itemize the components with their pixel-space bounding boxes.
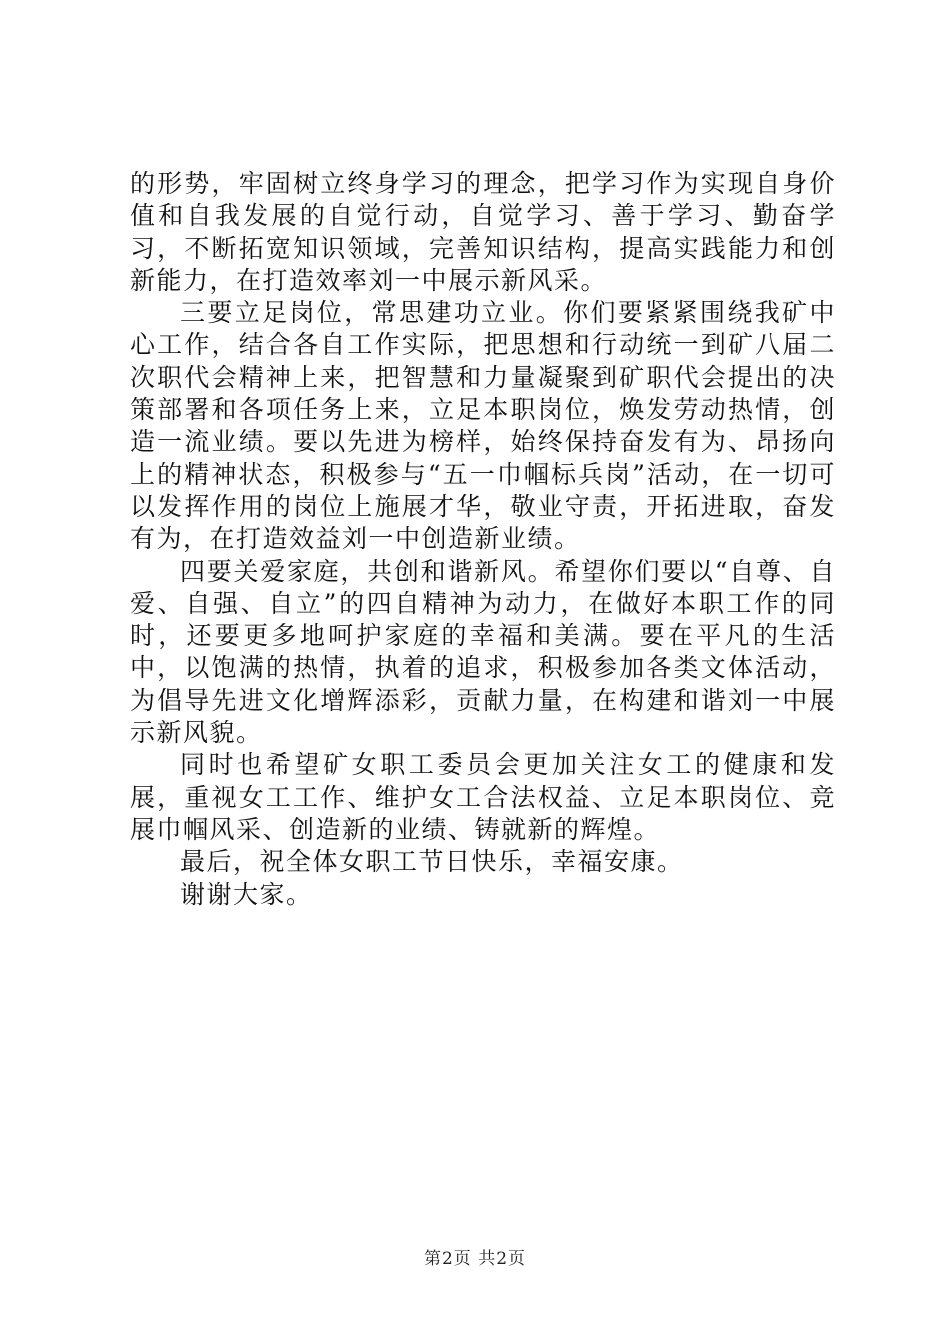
document-body <box>130 168 836 911</box>
paragraph-hope: 同时也希望矿女职工委员会更加关注女工的健康和发展，重视女工工作、维护女工合法权益、立足本职岗位、竞展巾帼风采、创造新的业绩、铸就新的辉煌。 <box>130 750 836 844</box>
paragraph-fourth-point: 四要关爱家庭，共创和谐新风。希望你们要以“自尊、自爱、自强、自立”的四自精神为动力，在做好本职工作的同时，还要更多地呵护家庭的幸福和美满。要在平凡的生活中，以饱满的热情，执着的追求，积极参加各类文体活动，为倡导先进文化增辉添彩，贡献力量，在构建和谐刘一中展示新风貌。 <box>130 556 836 748</box>
paragraph-third-point: 三要立足岗位，常思建功立业。你们要紧紧围绕我矿中心工作，结合各自工作实际，把思想和行动统一到矿八届二次职代会精神上来，把智慧和力量凝聚到矿职代会提出的决策部署和各项任务上来，立足本职岗位，焕发劳动热情，创造一流业绩。要以先进为榜样，始终保持奋发有为、昂扬向上的精神状态，积极参与“五一巾帼标兵岗”活动，在一切可以发挥作用的岗位上施展才华，敬业守责，开拓进取，奋发有为，在打造效益刘一中创造新业绩。 <box>130 298 836 554</box>
page-footer: 第2页 共2页 <box>423 1249 527 1269</box>
paragraph-blessing: 最后，祝全体女职工节日快乐，幸福安康。 <box>180 847 684 877</box>
paragraph-continuation: 的形势，牢固树立终身学习的理念，把学习作为实现自身价值和自我发展的自觉行动，自觉学习、善于学习、勤奋学习，不断拓宽知识领域，完善知识结构，提高实践能力和创新能力，在打造效率刘一中展示新风采。 <box>130 169 836 295</box>
paragraph-thanks: 谢谢大家。 <box>180 879 313 909</box>
